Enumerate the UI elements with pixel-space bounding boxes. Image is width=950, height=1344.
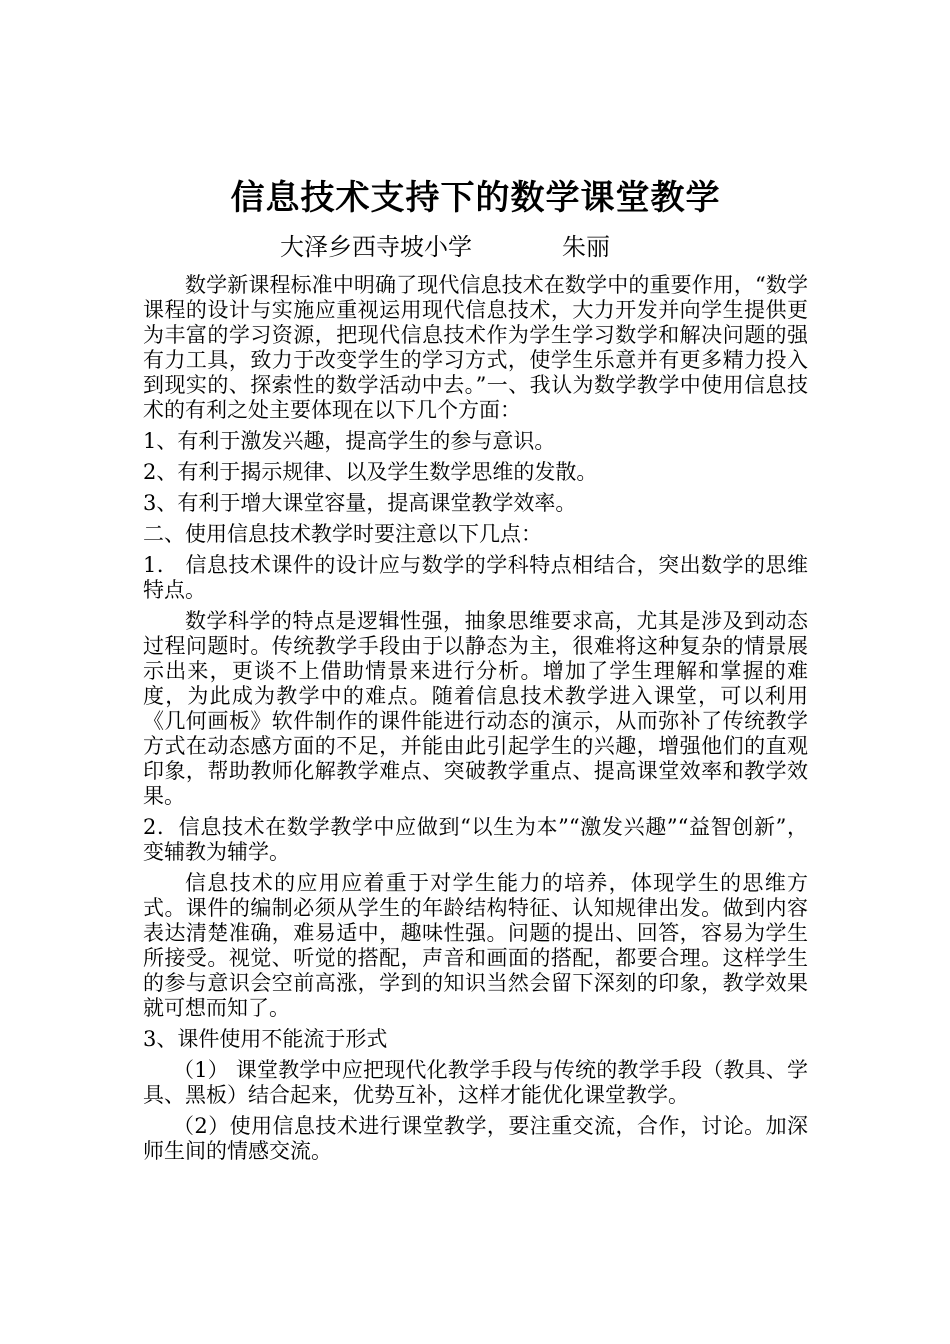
section-heading: 二、使用信息技术教学时要注意以下几点： — [143, 522, 542, 546]
school-name: 大泽乡西寺坡小学 — [280, 233, 472, 261]
point-heading: 3、课件使用不能流于形式 — [143, 1027, 388, 1051]
sub-point: （2）使用信息技术进行课堂教学，要注重交流，合作，讨论。加深师生间的情感交流。 — [143, 1114, 808, 1163]
list-item: 1、有利于激发兴趣，提高学生的参与意识。 — [143, 429, 556, 453]
list-item: 3、有利于增大课堂容量，提高课堂教学效率。 — [143, 491, 577, 515]
byline — [143, 229, 808, 265]
body-paragraph: 数学科学的特点是逻辑性强，抽象思维要求高，尤其是涉及到动态过程问题时。传统教学手段由于以静态为主，很难将这种复杂的情景展示出来，更谈不上借助情景来进行分析。增加了学生理解和掌握的难度，为此成为教学中的难点。随着信息技术教学进入课堂，可以利用《几何画板》软件制作的课件能进行动态的演示，从而弥补了传统教学方式在动态感方面的不足，并能由此引起学生的兴趣，增强他们的直观印象，帮助教师化解教学难点、突破教学重点、提高课堂效率和教学效果。 — [143, 609, 808, 808]
intro-paragraph: 数学新课程标准中明确了现代信息技术在数学中的重要作用，“数学课程的设计与实施应重视运用现代信息技术，大力开发并向学生提供更为丰富的学习资源，把现代信息技术作为学生学习数学和解决问题的强有力工具，致力于改变学生的学习方式，使学生乐意并有更多精力投入到现实的、探索性的数学活动中去。”一、我认为数学教学中使用信息技术的有利之处主要体现在以下几个方面： — [143, 273, 808, 422]
list-item: 2、有利于揭示规律、以及学生数学思维的发散。 — [143, 460, 598, 484]
point-heading: 2．信息技术在数学教学中应做到“以生为本”“激发兴趣”“益智创新”，变辅教为辅学。 — [143, 815, 808, 864]
document-title: 信息技术支持下的数学课堂教学 — [230, 178, 721, 218]
document-page — [143, 175, 808, 1170]
body-paragraph: 信息技术的应用应着重于对学生能力的培养，体现学生的思维方式。课件的编制必须从学生的年龄结构特征、认知规律出发。做到内容表达清楚准确，难易适中，趣味性强。问题的提出、回答，容易为学生所接受。视觉、听觉的搭配，声音和画面的搭配，都要合理。这样学生的参与意识会空前高涨，学到的知识当然会留下深刻的印象，教学效果就可想而知了。 — [143, 871, 808, 1020]
author-name: 朱丽 — [562, 233, 610, 261]
point-heading: 1． 信息技术课件的设计应与数学的学科特点相结合，突出数学的思维特点。 — [143, 553, 808, 602]
sub-point: （1） 课堂教学中应把现代化教学手段与传统的教学手段（教具、学具、黑板）结合起来，优势互补，这样才能优化课堂教学。 — [143, 1058, 808, 1107]
